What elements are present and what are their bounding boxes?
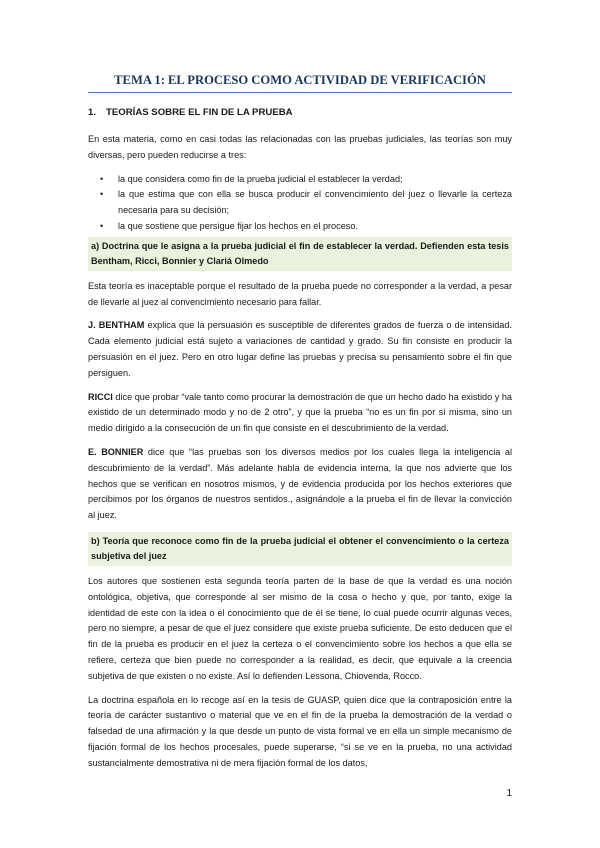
bullet-icon: • <box>100 173 104 184</box>
bullet-icon: • <box>100 189 104 200</box>
document-body <box>88 106 512 780</box>
author-ricci: RICCI <box>88 391 113 402</box>
bullet-icon: • <box>100 220 104 231</box>
subheading-theory-b: b) Teoría que reconoce como fin de la prueba judicial el obtener el convencimiento o la certeza subjetiva del juez <box>88 532 512 566</box>
intro-paragraph: En esta materia, como en casi todas las relacionadas con las pruebas judiciales, las teorías son muy diversas, pero pueden reducirse a tres: <box>88 134 512 160</box>
section-title: TEORÍAS SOBRE EL FIN DE LA PRUEBA <box>106 107 293 118</box>
list-item: • la que considera como fin de la prueba judicial el establecer la verdad; <box>88 172 512 188</box>
list-item: • la que estima que con ella se busca producir el convencimiento del juez o llevarle la certeza necesaria para su decisión; <box>100 189 512 216</box>
section-heading <box>88 106 512 120</box>
section-number: 1. <box>88 107 97 118</box>
paragraph-b2: La doctrina española en lo recoge así en la tesis de GUASP, quien dice que la contraposición entre la teoría de carácter sustantivo o material que ve en el fin de la prueba la demostración de la verdad o falsedad de una afirmación y la que desde un punto de vista formal ve en ella un simple mecanismo de fijación formal de los hechos procesales, puede superarse, “si se ve en la prueba, no una actividad sustancialmente demostrativa ni de mera fijación formal de los datos, <box>88 694 512 768</box>
paragraph-a1: Esta teoría es inaceptable porque el resultado de la prueba puede no corresponder a la verdad, a pesar de llevarle al juez al convencimiento necesario para fallar. <box>88 280 512 307</box>
title-underline <box>88 92 512 93</box>
paragraph-ricci: RICCI dice que probar “vale tanto como procurar la demostración de que un hecho dado ha existido y ha existido de un determinado modo y no de 2 otro”, y que la prueba “no es un fin por sí misma, sino un medio dirigido a la consecución de un fin que consiste en el descubrimiento de la verdad. <box>88 391 512 434</box>
author-bonnier: E. BONNIER <box>88 446 144 457</box>
author-bentham: J. BENTHAM <box>88 320 145 331</box>
paragraph-b1: Los autores que sostienen esta segunda teoría parten de la base de que la verdad es una noción ontológica, objetiva, que corresponde al ser mismo de la cosa o hecho y que, por tanto, exige la identidad de este con la idea o el conocimiento que de él se tiene, lo cual puede ocurrir algunas veces, pero no siempre, a pesar de que el juez considere que existe prueba suficiente. De esto deducen que el fin de la prueba es producir en el juez la certeza o el convencimiento sobre los hechos a que ella se refiere, certeza que bien puede no corresponder a la realidad, es decir, que equivale a la creencia subjetiva de que existen o no existe. Así lo defienden Lessona, Chiovenda, Rocco. <box>88 575 512 681</box>
page-number: 1 <box>506 788 512 799</box>
paragraph-bonnier: E. BONNIER dice que “las pruebas son los diversos medios por los cuales llega la inteligencia al descubrimiento de la verdad”. Más adelante habla de evidencia interna, la que nos advierte que los hechos que se verifican en nosotros mismos, y de evidencia producida por los hechos exteriores que percibimos por los órganos de nuestros sentidos., asignándole a la prueba el fin de llevar la convicción al juez. <box>88 446 512 521</box>
list-item: • la que sostiene que persigue fijar los hechos en el proceso. <box>88 219 512 235</box>
paragraph-bentham: J. BENTHAM explica que la persuasión es susceptible de diferentes grados de fuerza o de intensidad. Cada elemento judicial está sujeto a variaciones de cantidad y grado. Su fin consiste en producir la persuasión en el juez. Pero en otro lugar define las pruebas y precisa su pensamiento sobre el fin que persiguen. <box>88 320 512 378</box>
subheading-doctrine-a: a) Doctrina que le asigna a la prueba judicial el fin de establecer la verdad. Defienden esta tesis Bentham, Ricci, Bonnier y Clariá Olmedo <box>88 237 512 271</box>
page-title: TEMA 1: EL PROCESO COMO ACTIVIDAD DE VERIFICACIÓN <box>114 73 486 87</box>
theories-list <box>88 172 512 235</box>
